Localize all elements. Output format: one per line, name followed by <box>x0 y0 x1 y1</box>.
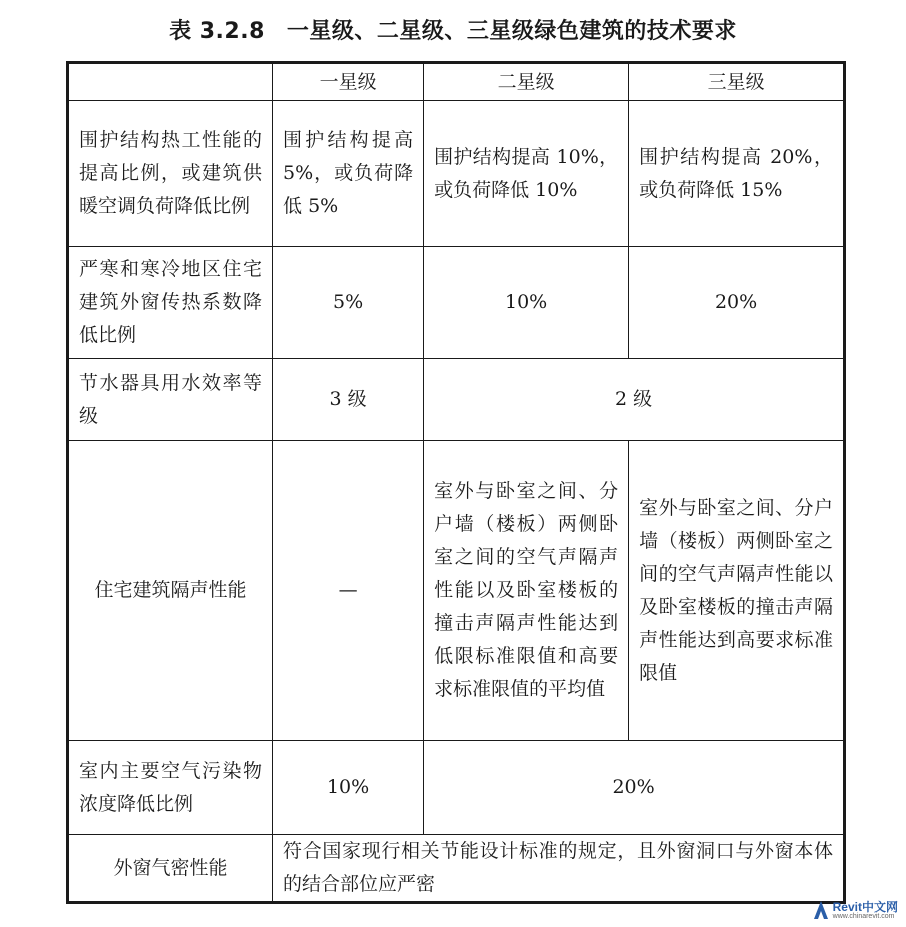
cell-window-two-star: 10% <box>424 247 629 359</box>
cell-heat-two-star: 围护结构提高 10%，或负荷降低 10% <box>424 101 629 247</box>
header-cell-two-star: 二星级 <box>424 63 629 101</box>
cell-heat-three-star: 围护结构提高 20%，或负荷降低 15% <box>629 101 845 247</box>
cell-sound-one-star: — <box>273 441 424 741</box>
watermark <box>812 899 898 921</box>
header-cell-empty <box>68 63 273 101</box>
table-row <box>68 359 845 441</box>
cell-water-one-star: 3 级 <box>273 359 424 441</box>
header-cell-one-star: 一星级 <box>273 63 424 101</box>
header-cell-three-star: 三星级 <box>629 63 845 101</box>
table-number: 表 3.2.8 <box>169 19 265 44</box>
cell-air-two-three-star: 20% <box>424 741 845 835</box>
watermark-brand: Revit中文网 <box>832 899 898 914</box>
cell-sound-three-star: 室外与卧室之间、分户墙（楼板）两侧卧室之间的空气声隔声性能以及卧室楼板的撞击声隔声性能达到高要求标准限值 <box>629 441 845 741</box>
row-label-window: 严寒和寒冷地区住宅建筑外窗传热系数降低比例 <box>68 247 273 359</box>
requirements-table <box>66 61 846 904</box>
table-row <box>68 247 845 359</box>
watermark-url: www.chinarevit.com <box>832 912 895 920</box>
row-label-water: 节水器具用水效率等级 <box>68 359 273 441</box>
cell-heat-one-star: 围护结构提高 5%，或负荷降低 5% <box>273 101 424 247</box>
cell-water-two-three-star: 2 级 <box>424 359 845 441</box>
cell-air-one-star: 10% <box>273 741 424 835</box>
revit-logo-icon <box>812 899 830 921</box>
row-label-sound: 住宅建筑隔声性能 <box>68 441 273 741</box>
row-label-air: 室内主要空气污染物浓度降低比例 <box>68 741 273 835</box>
header-row <box>68 63 845 101</box>
table-caption: 一星级、二星级、三星级绿色建筑的技术要求 <box>286 19 737 44</box>
table-row <box>68 441 845 741</box>
row-label-airtightness: 外窗气密性能 <box>68 835 273 903</box>
cell-window-three-star: 20% <box>629 247 845 359</box>
table-title <box>0 14 906 45</box>
table-row <box>68 835 845 903</box>
cell-window-one-star: 5% <box>273 247 424 359</box>
table-row <box>68 741 845 835</box>
cell-airtightness-all: 符合国家现行相关节能设计标准的规定，且外窗洞口与外窗本体的结合部位应严密 <box>273 835 845 903</box>
cell-sound-two-star: 室外与卧室之间、分户墙（楼板）两侧卧室之间的空气声隔声性能以及卧室楼板的撞击声隔声性能达到低限标准限值和高要求标准限值的平均值 <box>424 441 629 741</box>
table-row <box>68 101 845 247</box>
row-label-heat: 围护结构热工性能的提高比例，或建筑供暖空调负荷降低比例 <box>68 101 273 247</box>
